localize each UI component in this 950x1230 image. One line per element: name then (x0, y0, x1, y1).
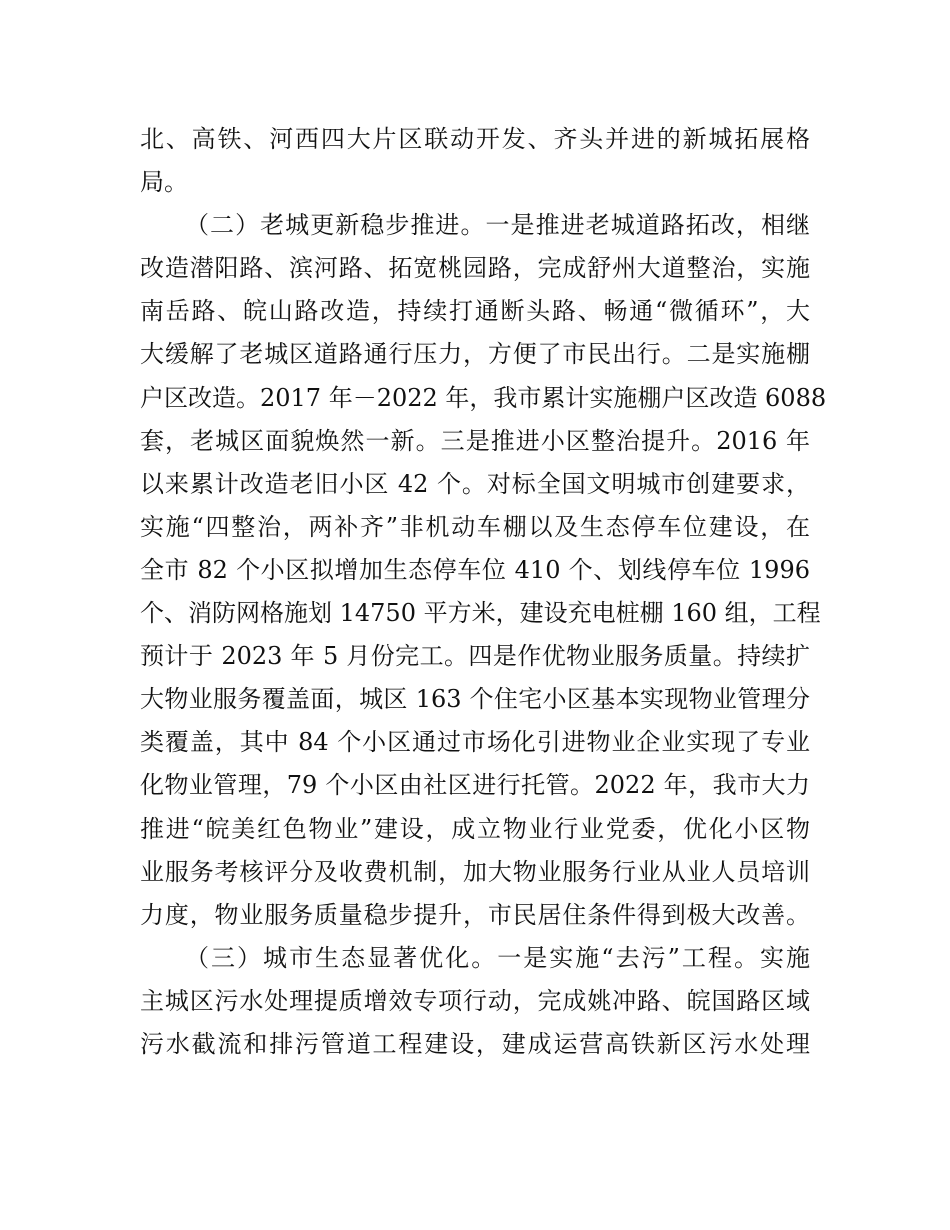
text-line: 大缓解了老城区道路通行压力，方便了市民出行。二是实施棚 (140, 340, 810, 369)
text-line: 推进“皖美红色物业”建设，成立物业行业党委，优化小区物 (140, 814, 810, 843)
text-line: 化物业管理，79 个小区由社区进行托管。2022 年，我市大力 (140, 771, 810, 800)
text-line: 以来累计改造老旧小区 42 个。对标全国文明城市创建要求， (140, 469, 810, 498)
text-line: （二）老城更新稳步推进。一是推进老城道路拓改，相继 (185, 211, 810, 240)
text-line: 局。 (140, 168, 188, 197)
text-line: 主城区污水处理提质增效专项行动，完成姚冲路、皖国路区域 (140, 986, 810, 1015)
text-line: 全市 82 个小区拟增加生态停车位 410 个、划线停车位 1996 (140, 555, 810, 584)
text-line: 套，老城区面貌焕然一新。三是推进小区整治提升。2016 年 (140, 426, 810, 455)
text-line: 改造潜阳路、滨河路、拓宽桃园路，完成舒州大道整治，实施 (140, 254, 810, 283)
text-line: 户区改造。2017 年－2022 年，我市累计实施棚户区改造 6088 (140, 383, 827, 412)
document-body (140, 118, 827, 1066)
text-line: （三）城市生态显著优化。一是实施“去污”工程。实施 (185, 943, 810, 972)
text-line: 个、消防网格施划 14750 平方米，建设充电桩棚 160 组，工程 (140, 599, 821, 628)
text-line: 北、高铁、河西四大片区联动开发、齐头并进的新城拓展格 (140, 125, 810, 153)
text-line: 预计于 2023 年 5 月份完工。四是作优物业服务质量。持续扩 (140, 642, 810, 671)
text-line: 力度，物业服务质量稳步提升，市民居住条件得到极大改善。 (140, 900, 810, 929)
text-line: 实施“四整治，两补齐”非机动车棚以及生态停车位建设，在 (140, 512, 810, 541)
text-line: 大物业服务覆盖面，城区 163 个住宅小区基本实现物业管理分 (140, 685, 810, 714)
text-line: 南岳路、皖山路改造，持续打通断头路、畅通“微循环”，大 (140, 297, 810, 326)
text-line: 业服务考核评分及收费机制，加大物业服务行业从业人员培训 (140, 857, 810, 886)
text-line: 污水截流和排污管道工程建设，建成运营高铁新区污水处理 (140, 1029, 810, 1058)
text-line: 类覆盖，其中 84 个小区通过市场化引进物业企业实现了专业 (140, 728, 810, 757)
